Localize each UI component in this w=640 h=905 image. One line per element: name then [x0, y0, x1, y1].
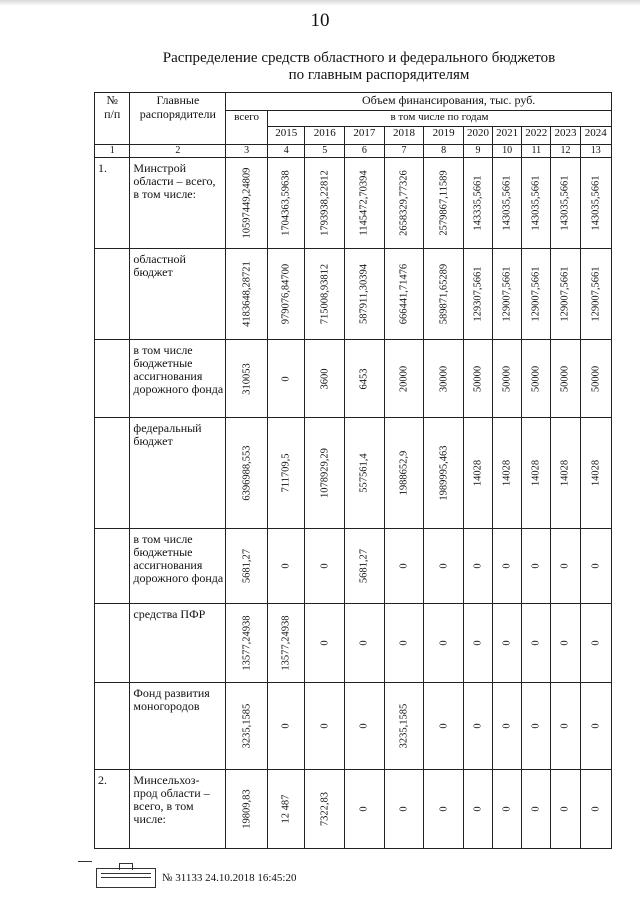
value-text: 711709,5: [280, 453, 292, 493]
value-cell: [267, 158, 305, 249]
value-text: 0: [530, 723, 542, 729]
value-text: 1989995,463: [438, 445, 450, 501]
value-cell: [424, 158, 464, 249]
value-cell: [267, 770, 305, 849]
value-text: 0: [398, 563, 410, 569]
table-row: [95, 604, 612, 683]
value-cell: [267, 529, 305, 604]
value-text: 10597449,24809: [241, 167, 253, 239]
value-text: 19809,83: [241, 789, 253, 829]
title-line-1: Распределение средств областного и федерального бюджетов: [162, 50, 556, 66]
value-cell: [305, 770, 345, 849]
value-text: 589871,65289: [438, 263, 450, 325]
value-text: 0: [559, 723, 571, 729]
value-text: 50000: [472, 365, 484, 392]
budget-table: [94, 92, 612, 849]
value-cell: [463, 418, 492, 529]
value-text: 0: [530, 806, 542, 812]
value-text: 12 487: [280, 794, 292, 824]
value-text: 0: [438, 723, 450, 729]
value-cell: [580, 340, 611, 418]
value-text: 129007,5661: [501, 266, 513, 322]
document-title: [0, 50, 640, 84]
value-text: 0: [472, 563, 484, 569]
manager-name: федеральный бюджет: [130, 418, 226, 529]
year-header: 2020: [463, 127, 492, 145]
value-cell: [305, 158, 345, 249]
value-text: 587911,30394: [358, 264, 370, 324]
value-text: 50000: [501, 365, 513, 392]
value-text: 0: [559, 640, 571, 646]
value-text: 50000: [530, 365, 542, 392]
row-number: [95, 340, 130, 418]
value-cell: [580, 770, 611, 849]
value-text: 0: [280, 723, 292, 729]
year-header: 2018: [384, 127, 424, 145]
value-cell: [522, 418, 551, 529]
value-cell: [226, 158, 268, 249]
value-text: 50000: [590, 365, 602, 392]
value-text: 0: [319, 723, 331, 729]
value-cell: [384, 770, 424, 849]
value-cell: [493, 340, 522, 418]
value-text: 0: [319, 640, 331, 646]
table-row: [95, 158, 612, 249]
value-cell: [345, 604, 385, 683]
table-row: [95, 340, 612, 418]
value-text: 129007,5661: [530, 266, 542, 322]
table-row: [95, 249, 612, 340]
value-text: 1078929,29: [319, 448, 331, 498]
value-text: 14028: [559, 459, 571, 487]
value-text: 0: [438, 806, 450, 812]
value-cell: [305, 340, 345, 418]
column-number: 11: [522, 145, 551, 158]
table-row: [95, 529, 612, 604]
value-text: 4183648,28721: [241, 261, 253, 327]
value-text: 0: [358, 806, 370, 812]
value-cell: [463, 529, 492, 604]
value-cell: [384, 249, 424, 340]
value-text: 50000: [559, 365, 571, 392]
value-cell: [305, 529, 345, 604]
header-managers: Главные распорядители: [130, 93, 226, 145]
value-cell: [463, 604, 492, 683]
table-row: [95, 683, 612, 770]
value-cell: [305, 604, 345, 683]
value-cell: [267, 340, 305, 418]
value-cell: [305, 418, 345, 529]
column-number: 9: [463, 145, 492, 158]
row-number: [95, 249, 130, 340]
value-cell: [424, 340, 464, 418]
value-text: 0: [472, 806, 484, 812]
footer: [96, 868, 296, 888]
value-cell: [522, 770, 551, 849]
column-number: 6: [345, 145, 385, 158]
value-cell: [424, 418, 464, 529]
value-text: 0: [501, 563, 513, 569]
value-cell: [424, 770, 464, 849]
value-text: 0: [472, 723, 484, 729]
value-text: 1704363,59638: [280, 170, 292, 236]
row-number: 2.: [95, 770, 130, 849]
year-header: 2023: [551, 127, 580, 145]
value-text: 2658329,77326: [398, 170, 410, 236]
value-cell: [226, 249, 268, 340]
value-text: 0: [559, 806, 571, 812]
value-cell: [305, 249, 345, 340]
value-cell: [580, 529, 611, 604]
value-text: 129007,5661: [590, 266, 602, 322]
value-cell: [424, 683, 464, 770]
value-cell: [580, 158, 611, 249]
value-text: 0: [319, 563, 331, 569]
value-cell: [463, 340, 492, 418]
value-cell: [384, 158, 424, 249]
value-cell: [345, 770, 385, 849]
value-text: 7322,83: [319, 791, 331, 827]
manager-name: средства ПФР: [130, 604, 226, 683]
column-number: 7: [384, 145, 424, 158]
value-cell: [522, 529, 551, 604]
value-text: 0: [358, 723, 370, 729]
value-text: 2579867,11589: [438, 170, 450, 236]
value-text: 0: [590, 563, 602, 569]
value-cell: [493, 418, 522, 529]
value-text: 979076,84700: [280, 263, 292, 325]
value-cell: [580, 418, 611, 529]
value-cell: [463, 249, 492, 340]
table-row: [95, 770, 612, 849]
scan-edge: [0, 0, 640, 6]
value-cell: [424, 529, 464, 604]
value-cell: [345, 340, 385, 418]
value-text: 129307,5661: [472, 266, 484, 322]
value-text: 14028: [590, 459, 602, 487]
manager-name: Фонд развития моногородов: [130, 683, 226, 770]
title-line-2: по главным распорядителям: [288, 67, 470, 83]
value-text: 0: [398, 640, 410, 646]
value-cell: [551, 683, 580, 770]
value-cell: [551, 158, 580, 249]
value-cell: [493, 529, 522, 604]
value-cell: [267, 249, 305, 340]
value-cell: [493, 158, 522, 249]
manager-name: Минстрой области – всего, в том числе:: [130, 158, 226, 249]
value-cell: [551, 604, 580, 683]
column-number: 3: [226, 145, 268, 158]
year-header: 2017: [345, 127, 385, 145]
year-header: 2021: [493, 127, 522, 145]
header-by-years: в том числе по годам: [267, 111, 611, 127]
column-number: 12: [551, 145, 580, 158]
value-text: 0: [472, 640, 484, 646]
value-text: 3235,1585: [241, 703, 253, 749]
value-cell: [522, 604, 551, 683]
value-text: 310053: [241, 362, 253, 395]
value-text: 557561,4: [358, 453, 370, 493]
value-cell: [384, 529, 424, 604]
value-text: 0: [559, 563, 571, 569]
value-cell: [424, 249, 464, 340]
value-cell: [551, 249, 580, 340]
value-cell: [493, 683, 522, 770]
value-cell: [226, 340, 268, 418]
value-text: 14028: [501, 459, 513, 487]
page-number: 10: [310, 10, 330, 31]
value-cell: [522, 340, 551, 418]
value-cell: [463, 683, 492, 770]
column-number: 10: [493, 145, 522, 158]
column-number: 1: [95, 145, 130, 158]
value-text: 0: [438, 640, 450, 646]
value-text: 6453: [358, 368, 370, 389]
value-cell: [580, 683, 611, 770]
value-text: 0: [590, 806, 602, 812]
value-cell: [424, 604, 464, 683]
value-text: 6396988,553: [241, 445, 253, 501]
year-header: 2019: [424, 127, 464, 145]
value-text: 0: [501, 723, 513, 729]
value-cell: [226, 770, 268, 849]
registration-number: № 31133 24.10.2018 16:45:20: [162, 872, 297, 884]
value-text: 0: [501, 640, 513, 646]
value-cell: [551, 418, 580, 529]
value-text: 13577,24938: [280, 615, 292, 671]
row-number: [95, 529, 130, 604]
value-cell: [493, 770, 522, 849]
value-cell: [345, 249, 385, 340]
value-cell: [267, 683, 305, 770]
column-number: 13: [580, 145, 611, 158]
column-number: 4: [267, 145, 305, 158]
year-header: 2024: [580, 127, 611, 145]
value-text: 14028: [530, 459, 542, 487]
year-header: 2022: [522, 127, 551, 145]
value-cell: [384, 340, 424, 418]
value-cell: [493, 604, 522, 683]
value-cell: [345, 418, 385, 529]
building-stamp-icon: [96, 868, 156, 888]
value-text: 0: [590, 723, 602, 729]
value-cell: [226, 604, 268, 683]
value-cell: [345, 529, 385, 604]
value-cell: [345, 158, 385, 249]
row-number: [95, 683, 130, 770]
column-number: 2: [130, 145, 226, 158]
value-text: 14028: [472, 459, 484, 487]
value-text: 5681,27: [241, 548, 253, 584]
value-text: 1988652,9: [398, 450, 410, 496]
header-total: всего: [226, 111, 268, 145]
value-cell: [463, 770, 492, 849]
value-text: 666441,71476: [398, 263, 410, 325]
value-text: 143335,5661: [472, 175, 484, 231]
value-text: 129007,5661: [559, 266, 571, 322]
manager-name: областной бюджет: [130, 249, 226, 340]
value-text: 3600: [319, 368, 331, 389]
value-text: 0: [358, 640, 370, 646]
value-cell: [551, 529, 580, 604]
value-cell: [551, 770, 580, 849]
table-row: [95, 418, 612, 529]
value-text: 13577,24938: [241, 615, 253, 671]
value-cell: [522, 249, 551, 340]
header-funding: Объем финансирования, тыс. руб.: [226, 93, 612, 111]
value-cell: [384, 418, 424, 529]
value-text: 0: [501, 806, 513, 812]
value-text: 0: [530, 640, 542, 646]
value-text: 20000: [398, 365, 410, 392]
year-header: 2015: [267, 127, 305, 145]
value-cell: [384, 683, 424, 770]
value-cell: [267, 604, 305, 683]
value-text: 3235,1585: [398, 703, 410, 749]
value-text: 5681,27: [358, 548, 370, 584]
value-cell: [522, 683, 551, 770]
column-number: 8: [424, 145, 464, 158]
manager-name: в том числе бюджетные ассигнования дорожного фонда: [130, 529, 226, 604]
value-text: 1793938,22812: [319, 170, 331, 236]
value-text: 143035,5661: [501, 175, 513, 231]
value-text: 0: [280, 375, 292, 382]
value-text: 0: [398, 806, 410, 812]
value-cell: [226, 418, 268, 529]
value-text: 0: [530, 563, 542, 569]
value-cell: [226, 529, 268, 604]
value-text: 143035,5661: [530, 175, 542, 231]
value-cell: [522, 158, 551, 249]
value-cell: [463, 158, 492, 249]
value-cell: [551, 340, 580, 418]
value-cell: [226, 683, 268, 770]
value-cell: [580, 249, 611, 340]
column-number: 5: [305, 145, 345, 158]
value-cell: [493, 249, 522, 340]
value-text: 715008,93812: [319, 263, 331, 325]
row-number: [95, 604, 130, 683]
value-text: 143035,5661: [559, 175, 571, 231]
value-cell: [345, 683, 385, 770]
value-text: 0: [438, 563, 450, 569]
value-cell: [305, 683, 345, 770]
value-cell: [384, 604, 424, 683]
value-text: 30000: [438, 365, 450, 392]
value-text: 143035,5661: [590, 175, 602, 231]
value-text: 1145472,70394: [358, 170, 370, 236]
value-cell: [580, 604, 611, 683]
value-text: 0: [280, 563, 292, 569]
manager-name: Минсельхоз-прод области – всего, в том числе:: [130, 770, 226, 849]
row-number: [95, 418, 130, 529]
value-text: 0: [590, 640, 602, 646]
year-header: 2016: [305, 127, 345, 145]
header-num: № п/п: [95, 93, 130, 145]
manager-name: в том числе бюджетные ассигнования дорожного фонда: [130, 340, 226, 418]
value-cell: [267, 418, 305, 529]
footer-dash: [78, 861, 92, 862]
row-number: 1.: [95, 158, 130, 249]
